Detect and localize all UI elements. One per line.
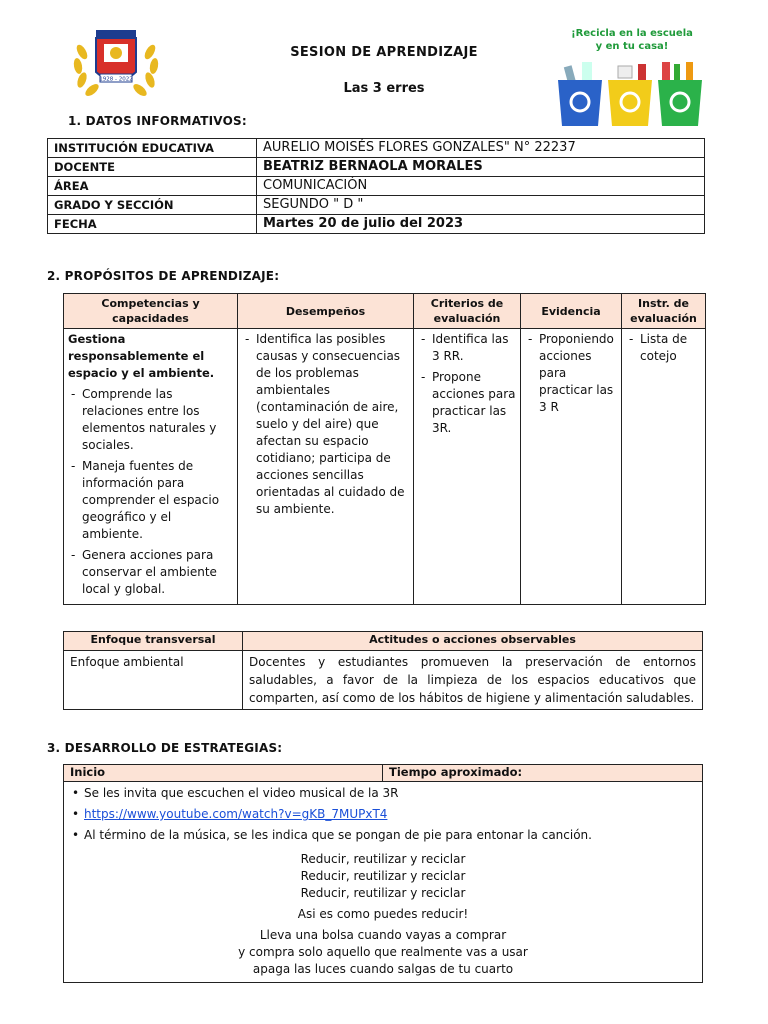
table-row: [64, 329, 706, 605]
song-line: Asi es como puedes reducir!: [297, 907, 469, 921]
capacidad-item: - Maneja fuentes de información para comprender el espacio geográfico y el ambiente.: [68, 458, 233, 543]
video-link[interactable]: https://www.youtube.com/watch?v=gKB_7MUPxT4: [84, 807, 388, 821]
recycle-banner-line1: ¡Recicla en la escuela: [571, 28, 693, 39]
table-row: [64, 651, 703, 710]
row-label: GRADO Y SECCIÓN: [48, 196, 257, 215]
song-line: Lleva una bolsa cuando vayas a comprar: [259, 928, 507, 942]
inicio-cell: [64, 782, 703, 983]
recycle-banner-line2: y en tu casa!: [595, 41, 669, 52]
row-label: DOCENTE: [48, 158, 257, 177]
col-header: Desempeños: [238, 294, 414, 329]
propositos-table: [63, 293, 706, 605]
col-header: Actitudes o acciones observables: [243, 632, 703, 651]
table-header-row: [64, 294, 706, 329]
desempeno-item: - Identifica las posibles causas y consecuencias de los problemas ambientales (contaminación de aire, suelo y del aire) que afectan su espacio cotidiano; participa de acciones sencillas orientadas al cuidado de su ambiente.: [242, 331, 409, 518]
logo-years: 1928 - 2022: [99, 76, 133, 83]
recycle-bins-image: [552, 22, 712, 132]
table-row: [48, 196, 705, 215]
enfoque-table: [63, 631, 703, 710]
table-header-row: [64, 765, 703, 782]
capacidad-item: - Comprende las relaciones entre los elementos naturales y sociales.: [68, 386, 233, 454]
row-value: COMUNICACIÓN: [257, 177, 705, 196]
capacidad-item: - Genera acciones para conservar el ambiente local y global.: [68, 547, 233, 598]
row-value: AURELIO MOISÉS FLORES GONZALES" N° 22237: [257, 139, 705, 158]
list-item: • Al término de la música, se les indica que se pongan de pie para entonar la canción.: [70, 826, 696, 845]
enfoque-name: Enfoque ambiental: [64, 651, 243, 710]
instrumento-cell: [622, 329, 706, 605]
song-line: Reducir, reutilizar y reciclar: [300, 869, 466, 883]
desempenos-cell: [238, 329, 414, 605]
col-header: Tiempo aproximado:: [383, 765, 703, 782]
criterio-item: - Identifica las 3 RR.: [418, 331, 516, 365]
table-row: [48, 215, 705, 234]
list-item: [70, 805, 696, 824]
song-line: Reducir, reutilizar y reciclar: [300, 886, 466, 900]
competencia-title: Gestiona responsablemente el espacio y el ambiente.: [68, 332, 215, 380]
page-title: SESION DE APRENDIZAJE: [290, 45, 478, 60]
row-value: Martes 20 de julio del 2023: [257, 215, 705, 234]
row-label: ÁREA: [48, 177, 257, 196]
section2-heading: 2. PROPÓSITOS DE APRENDIZAJE:: [47, 269, 280, 283]
row-value: BEATRIZ BERNAOLA MORALES: [257, 158, 705, 177]
col-header: Evidencia: [521, 294, 622, 329]
table-row: [48, 158, 705, 177]
table-row: [48, 177, 705, 196]
table-row: [64, 782, 703, 983]
estrategias-table: [63, 764, 703, 983]
competencias-cell: [64, 329, 238, 605]
table-header-row: [64, 632, 703, 651]
evidencia-cell: [521, 329, 622, 605]
col-header: Enfoque transversal: [64, 632, 243, 651]
page-subtitle: Las 3 erres: [343, 81, 425, 96]
criterios-cell: [414, 329, 521, 605]
instrumento-item: - Lista de cotejo: [626, 331, 701, 365]
col-header: Competencias y capacidades: [64, 294, 238, 329]
row-label: INSTITUCIÓN EDUCATIVA: [48, 139, 257, 158]
section3-heading: 3. DESARROLLO DE ESTRATEGIAS:: [47, 741, 283, 755]
evidencia-item: - Proponiendo acciones para practicar las 3 R: [525, 331, 617, 416]
col-header: Criterios de evaluación: [414, 294, 521, 329]
col-header: Instr. de evaluación: [622, 294, 706, 329]
row-label: FECHA: [48, 215, 257, 234]
row-value: SEGUNDO " D ": [257, 196, 705, 215]
enfoque-text: Docentes y estudiantes promueven la preservación de entornos saludables, a favor de la limpieza de los espacios educativos que comparten, así como de los hábitos de higiene y alimentación saludables.: [243, 651, 703, 710]
criterio-item: - Propone acciones para practicar las 3R.: [418, 369, 516, 437]
table-row: [48, 139, 705, 158]
col-header: Inicio: [64, 765, 383, 782]
song-line: y compra solo aquello que realmente vas a usar: [238, 945, 528, 959]
song-line: apaga las luces cuando salgas de tu cuarto: [252, 962, 514, 976]
datos-informativos-table: [47, 138, 705, 234]
list-item: • Se les invita que escuchen el video musical de la 3R: [70, 784, 696, 803]
section1-heading: 1. DATOS INFORMATIVOS:: [68, 114, 247, 128]
song-line: Reducir, reutilizar y reciclar: [300, 852, 466, 866]
